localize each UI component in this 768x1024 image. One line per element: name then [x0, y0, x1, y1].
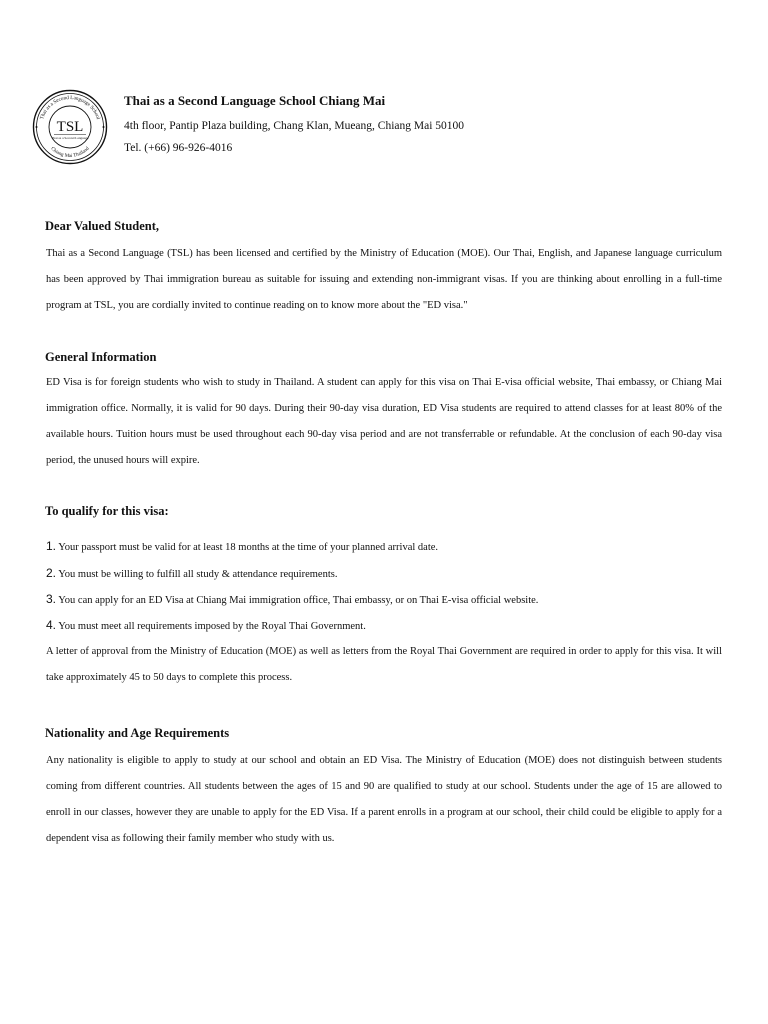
- intro-paragraph: Thai as a Second Language (TSL) has been licensed and certified by the Ministry of Education (MOE). Our Thai, English, and Japanese language curriculum has been approved by Thai immigration bureau as suitable for issuing and extending non-immigrant visas. If you are thinking about enrolling in a full-time program at TSL, you are cordially invited to continue reading on to know more about the "ED visa.": [46, 248, 722, 311]
- nationality-paragraph: Any nationality is eligible to apply to study at our school and obtain an ED Visa. The Ministry of Education (MOE) does not distinguish between students coming from different countries. All students between the ages of 15 and 90 are qualified to study at our school. Students under the age of 15 are allowed to enroll in our classes, however they are unable to apply for the ED Visa. If a parent enrolls in a program at our school, their child could be eligible to apply for a dependent visa as following their family member who study with us.: [46, 755, 722, 844]
- school-seal-logo: [32, 89, 108, 165]
- list-item: [46, 566, 337, 580]
- list-item: [46, 618, 366, 632]
- list-item-text: You must be willing to fulfill all study & attendance requirements.: [58, 569, 338, 580]
- qualify-heading: To qualify for this visa:: [45, 504, 169, 518]
- svg-text:Thai as a Second Language Scho: [39, 95, 101, 121]
- list-item-number: 3.: [46, 592, 57, 606]
- school-phone: Tel. (+66) 96-926-4016: [124, 142, 233, 154]
- seal-initials: TSL: [56, 119, 84, 135]
- list-item-number: 1.: [46, 539, 57, 553]
- school-address: 4th floor, Pantip Plaza building, Chang Klan, Mueang, Chiang Mai 50100: [124, 120, 465, 132]
- list-item-text: You can apply for an ED Visa at Chiang Mai immigration office, Thai embassy, or on Thai E-visa official website.: [58, 595, 539, 606]
- greeting: Dear Valued Student,: [45, 219, 160, 233]
- seal-ring-top-text: Thai as a Second Language School: [39, 94, 101, 121]
- list-item-text: You must meet all requirements imposed by the Royal Thai Government.: [58, 621, 366, 632]
- general-info-heading: General Information: [45, 350, 157, 364]
- nationality-heading: Nationality and Age Requirements: [45, 726, 230, 740]
- list-item-text: Your passport must be valid for at least 18 months at the time of your planned arrival date.: [58, 542, 439, 553]
- list-item: [46, 539, 438, 553]
- approval-note-paragraph: A letter of approval from the Ministry of Education (MOE) as well as letters from the Royal Thai Government are required in order to apply for this visa. It will take approximately 45 to 50 days to complete this process.: [46, 646, 722, 683]
- seal-ring-bottom-text: Chiang Mai Thailand: [49, 146, 91, 160]
- school-name: Thai as a Second Language School Chiang Mai: [124, 93, 386, 108]
- list-item: [46, 592, 538, 606]
- seal-caption: Thai as a Second Language: [51, 136, 89, 140]
- list-item-number: 2.: [46, 566, 57, 580]
- general-info-paragraph: ED Visa is for foreign students who wish to study in Thailand. A student can apply for this visa on Thai E-visa official website, Thai embassy, or Chiang Mai immigration office. Normally, it is valid for 90 days. During their 90-day visa duration, ED Visa students are required to attend classes for at least 80% of the available hours. Tuition hours must be used throughout each 90-day visa period and are not transferrable or refundable. At the conclusion of each 90-day visa period, the unused hours will expire.: [46, 377, 722, 466]
- list-item-number: 4.: [46, 618, 57, 632]
